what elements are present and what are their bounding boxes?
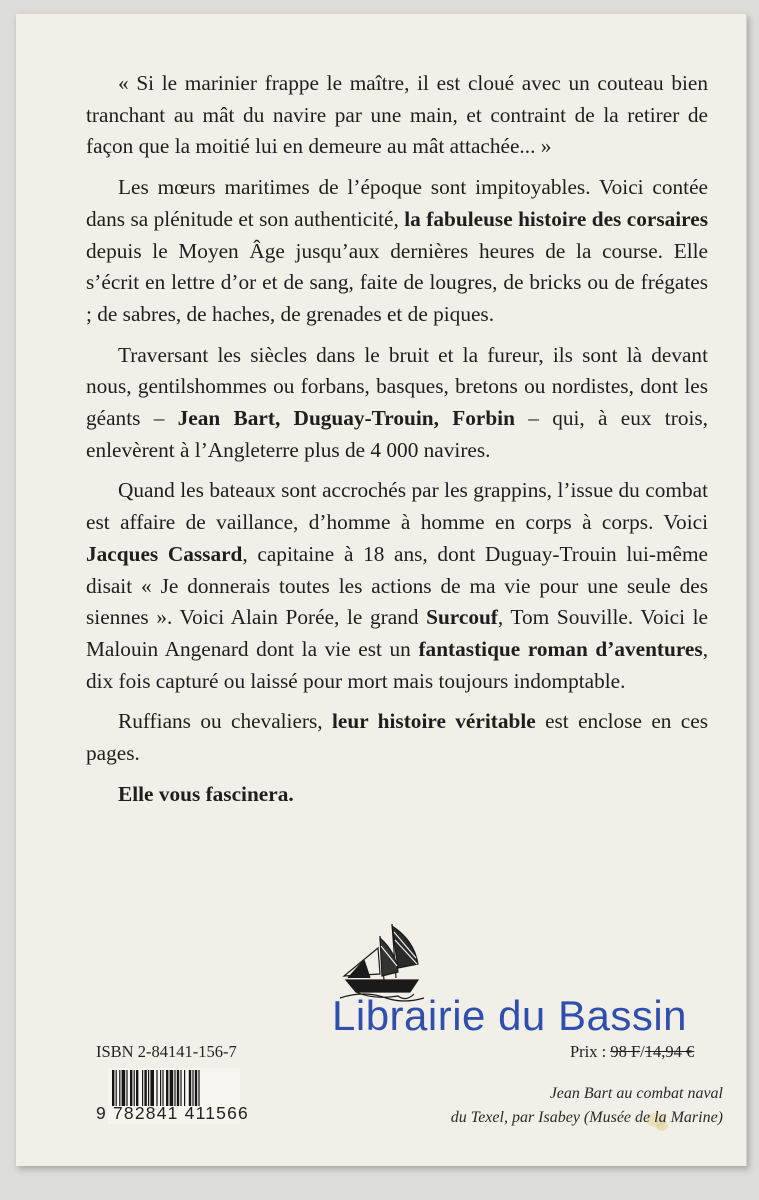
blurb-highlight: Surcouf <box>426 605 498 630</box>
barcode-bar <box>136 1070 138 1106</box>
blurb-paragraph-history: Ruffians ou chevaliers, leur histoire véritable est enclose en ces pages. <box>86 709 708 766</box>
barcode-bar <box>170 1070 174 1106</box>
barcode-bar <box>160 1070 161 1106</box>
barcode-bar <box>126 1070 127 1106</box>
barcode-bar <box>148 1070 149 1106</box>
blurb-highlight: leur histoire véritable <box>332 709 536 734</box>
barcode-bar <box>130 1070 132 1106</box>
cover-illustration-caption: Jean Bart au combat naval du Texel, par Isabey (Musée de la Marine) <box>450 1085 723 1126</box>
price-label: Prix : 98 F/14,94 € <box>570 1042 695 1061</box>
barcode-bar <box>174 1070 175 1106</box>
barcode-bar <box>156 1070 157 1106</box>
barcode-bar <box>166 1070 168 1106</box>
blurb-closing-line: Elle vous fascinera. <box>118 781 294 806</box>
blurb-highlight: fantastique roman d’aventures <box>418 636 703 661</box>
blurb-text <box>86 68 708 819</box>
blurb-paragraph-closing <box>86 779 708 811</box>
bookstore-watermark: Librairie du Bassin <box>332 992 688 1039</box>
barcode-bar <box>198 1070 199 1106</box>
isbn-label: ISBN 2-84141-156-7 <box>96 1042 237 1061</box>
barcode-bar <box>180 1070 181 1106</box>
blurb-highlight: la fabuleuse histoire des corsaires <box>404 206 708 231</box>
barcode-digits: 9 782841 411566 <box>96 1103 249 1123</box>
barcode-bar <box>122 1070 126 1106</box>
barcode-bar <box>195 1070 197 1106</box>
barcode-bar <box>112 1070 114 1106</box>
old-price: 98 F <box>610 1042 641 1061</box>
barcode-bar <box>189 1070 191 1106</box>
barcode-bar <box>184 1070 185 1106</box>
barcode-bar <box>116 1070 117 1106</box>
blurb-paragraph-giants: Traversant les siècles dans le bruit et la fureur, ils sont là devant nous, gentilshommes ou forbans, basques, bretons ou nordistes, dont les géants – Jean Bart, Duguay-Trouin, Forbin – qui, à eux trois, enlevèrent à l’Angleterre plus de 4 000 navires. <box>86 342 708 462</box>
blurb-highlight: Jacques Cassard <box>86 541 243 566</box>
barcode-bar <box>119 1070 120 1106</box>
blurb-paragraph-combat: Quand les bateaux sont accrochés par les grappins, l’issue du combat est affaire de vaillance, d’homme à homme en corps à corps. Voici Jacques Cassard, capitaine à 18 ans, dont Duguay-Trouin lui-même disait « Je donnerais toutes les actions de ma vie pour une seule des siennes ». Voici Alain Porée, le grand Surcouf, Tom Souville. Voici le Malouin Angenard dont la vie est un fantastique roman d’aventures, dix fois capturé ou laissé pour mort mais toujours indomptable. <box>86 478 709 693</box>
barcode-bar <box>177 1070 179 1106</box>
barcode-bar <box>162 1070 163 1106</box>
barcode-bar <box>142 1070 143 1106</box>
barcode-bar <box>144 1070 146 1106</box>
barcode <box>112 1070 240 1106</box>
blurb-paragraph-mores: Les mœurs maritimes de l’époque sont impitoyables. Voici contée dans sa plénitude et son authenticité, la fabuleuse histoire des corsaires depuis le Moyen Âge jusqu’aux dernières heures de la course. Elle s’écrit en lettre d’or et de sang, faite de lougres, de bricks ou de frégates ; de sabres, de haches, de grenades et de piques. <box>86 175 708 326</box>
new-price: 14,94 € <box>644 1042 695 1061</box>
barcode-bar <box>134 1070 135 1106</box>
blurb-paragraph-quote: « Si le marinier frappe le maître, il est cloué avec un couteau bien tranchant au mât du navire par une main, et contraint de la retirer de façon que la moitié lui en demeure au mât attachée... » <box>86 71 708 159</box>
barcode-bar <box>150 1070 154 1106</box>
barcode-bar <box>192 1070 193 1106</box>
blurb-highlight: Jean Bart, Duguay-Trouin, Forbin <box>177 406 515 431</box>
